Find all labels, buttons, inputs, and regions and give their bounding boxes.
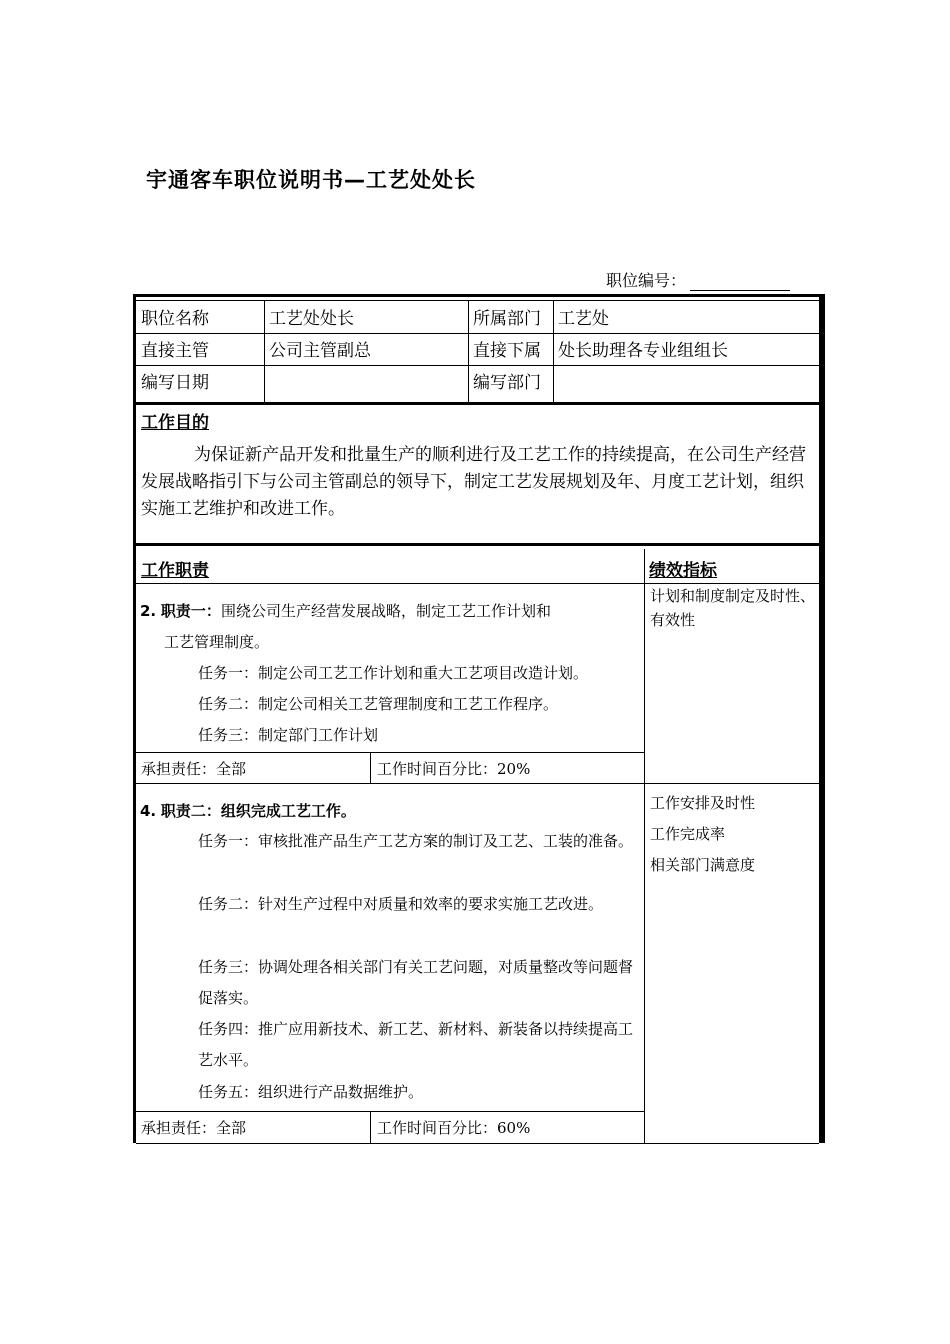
value-supervisor: 公司主管副总: [269, 341, 371, 361]
value-position-name: 工艺处处长: [269, 309, 354, 329]
list-item: 任务四：推广应用新技术、新工艺、新材料、新装备以持续提高工艺水平。: [198, 1020, 634, 1069]
position-code-label: 职位编号：: [606, 271, 687, 290]
duty-1-text-cont: 工艺管理制度。: [164, 633, 270, 651]
duty-2-kpi-2: 工作完成率: [650, 825, 726, 843]
label-department: 所属部门: [473, 309, 541, 329]
list-item: 任务五：组织进行产品数据维护。: [198, 1083, 424, 1101]
duty-1-text: 围绕公司生产经营发展战略，制定工艺工作计划和: [220, 602, 551, 620]
position-code-field[interactable]: [690, 272, 790, 291]
list-item: 任务一：制定公司工艺工作计划和重大工艺项目改造计划。: [198, 664, 589, 682]
label-position-name: 职位名称: [141, 309, 209, 329]
duty-1-number: 2.: [140, 602, 157, 620]
duty-1-title: [140, 596, 551, 626]
duties-header: [136, 549, 819, 584]
duty-1-kpi: 计划和制度制定及时性、有效性: [650, 587, 816, 629]
document-title: 宇通客车职位说明书—工艺处处长: [146, 168, 476, 192]
label-write-date: 编写日期: [141, 373, 209, 393]
duty-2-section: [136, 784, 819, 1144]
purpose-heading: 工作目的: [141, 413, 209, 433]
position-code: [606, 268, 790, 291]
duties-heading: 工作职责: [141, 561, 209, 581]
label-write-dept: 编写部门: [473, 373, 541, 393]
job-description-table: [133, 294, 825, 1143]
value-subordinates: 处长助理各专业组组长: [558, 341, 728, 361]
purpose-section: [136, 404, 819, 546]
duty-2-title: [140, 796, 356, 826]
duty-2-responsibility: 承担责任：全部: [141, 1119, 247, 1137]
purpose-text: 为保证新产品开发和批量生产的顺利进行及工艺工作的持续提高，在公司生产经营发展战略指引下与公司主管副总的领导下，制定工艺发展规划及年、月度工艺计划，组织实施工艺维护和改进工作。: [141, 445, 806, 519]
kpi-heading: 绩效指标: [649, 561, 717, 581]
label-subordinates: 直接下属: [473, 341, 541, 361]
list-item: 任务二：制定公司相关工艺管理制度和工艺工作程序。: [198, 695, 559, 713]
duty-1-label: 职责一：: [160, 602, 221, 620]
duty-2-time-pct: 工作时间百分比：60%: [377, 1119, 531, 1137]
duty-1-time-pct: 工作时间百分比：20%: [377, 760, 531, 778]
list-item: 任务三：制定部门工作计划: [198, 726, 379, 744]
duty-2-kpi-3: 相关部门满意度: [650, 856, 756, 874]
value-department: 工艺处: [558, 309, 609, 329]
value-write-date: [264, 371, 274, 375]
duty-1-responsibility: 承担责任：全部: [141, 760, 247, 778]
info-section: [136, 300, 819, 405]
duty-2-number: 4.: [140, 802, 157, 820]
value-write-dept: [553, 371, 563, 375]
label-supervisor: 直接主管: [141, 341, 209, 361]
list-item: 任务二：针对生产过程中对质量和效率的要求实施工艺改进。: [198, 895, 604, 913]
duty-2-kpi-1: 工作安排及时性: [650, 794, 756, 812]
duty-1-section: [136, 584, 819, 784]
duty-2-label: 职责二：组织完成工艺工作。: [160, 802, 356, 820]
list-item: 任务三：协调处理各相关部门有关工艺问题，对质量整改等问题督促落实。: [198, 958, 634, 1007]
list-item: 任务一：审核批准产品生产工艺方案的制订及工艺、工装的准备。: [198, 832, 634, 850]
